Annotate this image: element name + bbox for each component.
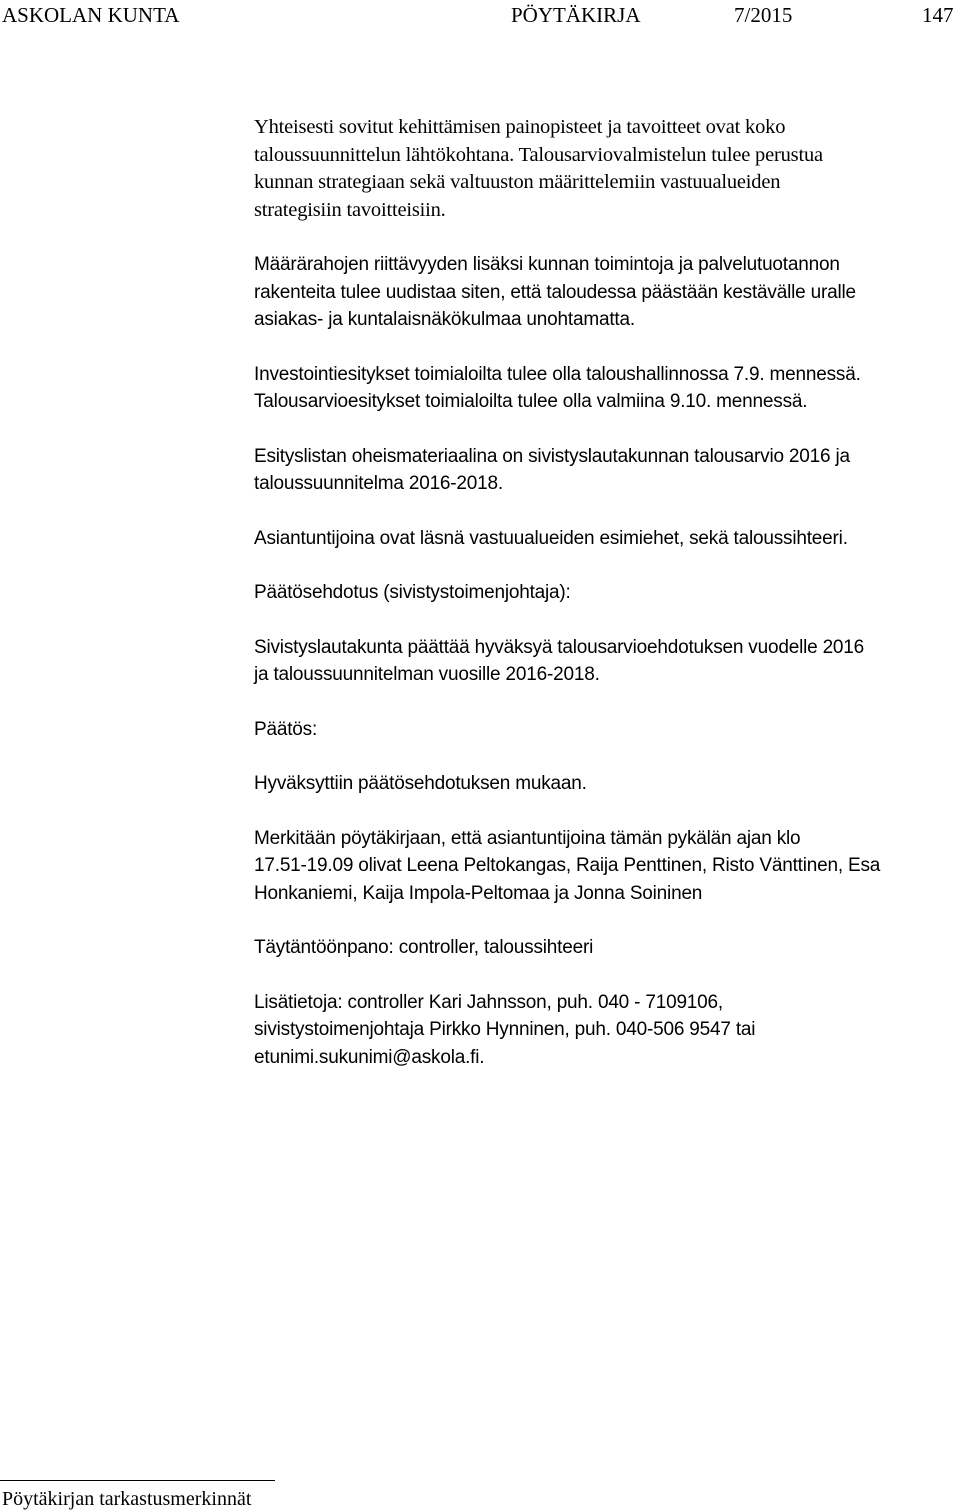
text-line: taloussuunnitelma 2016-2018. — [254, 473, 503, 494]
paragraph-appropriations — [254, 251, 960, 334]
text-line: Esityslistan oheismateriaalina on sivistyslautakunnan talousarvio 2016 ja — [254, 445, 850, 467]
paragraph-goals — [254, 114, 960, 224]
paragraph-deadlines — [254, 361, 960, 416]
text-line: Täytäntöönpano: controller, taloussihteeri — [254, 937, 594, 958]
text-line: Lisätietoja: controller Kari Jahnsson, puh. 040 - 7109106, — [254, 991, 723, 1013]
page-footer — [0, 1477, 960, 1512]
footer-divider — [0, 1480, 275, 1481]
paragraph-decision — [254, 770, 960, 798]
meeting-number: 7/2015 — [734, 3, 793, 27]
text-line: Määrärahojen riittävyyden lisäksi kunnan toimintoja ja palvelutuotannon — [254, 254, 840, 275]
paragraph-implementation — [254, 934, 960, 962]
footer-label: Pöytäkirjan tarkastusmerkinnät — [2, 1488, 252, 1510]
proposal-heading — [254, 579, 960, 607]
text-line: Merkitään pöytäkirjaan, että asiantuntijoina tämän pykälän ajan klo — [254, 827, 801, 849]
text-line: taloussuunnittelun lähtökohtana. Talousarviovalmistelun tulee perustua — [254, 143, 823, 166]
document-type: PÖYTÄKIRJA — [511, 3, 641, 27]
text-line: asiakas- ja kuntalaisnäkökulmaa unohtamatta. — [254, 309, 635, 330]
text-line: Asiantuntijoina ovat läsnä vastuualueiden esimiehet, sekä taloussihteeri. — [254, 527, 848, 549]
text-line: Investointiesitykset toimialoilta tulee olla taloushallinnossa 7.9. mennessä. — [254, 363, 861, 385]
organization-name: ASKOLAN KUNTA — [2, 3, 180, 27]
text-line: Talousarvioesitykset toimialoilta tulee olla valmiina 9.10. mennessä. — [254, 391, 808, 412]
text-line: etunimi.sukunimi@askola.fi. — [254, 1046, 485, 1068]
text-line: Sivistyslautakunta päättää hyväksyä talousarvioehdotuksen vuodelle 2016 — [254, 636, 865, 658]
paragraph-minutes-note — [254, 825, 960, 908]
text-line: sivistystoimenjohtaja Pirkko Hynninen, puh. 040-506 9547 tai — [254, 1019, 756, 1040]
decision-heading — [254, 716, 960, 744]
document-body — [254, 114, 960, 1098]
text-line: kunnan strategiaan sekä valtuuston määrittelemiin vastuualueiden — [254, 171, 781, 193]
text-line: rakenteita tulee uudistaa siten, että taloudessa päästään kestävälle uralle — [254, 281, 856, 303]
text-line: Honkaniemi, Kaija Impola-Peltomaa ja Jonna Soininen — [254, 882, 703, 904]
paragraph-experts — [254, 525, 960, 553]
paragraph-proposal — [254, 634, 960, 689]
text-line: strategisiin tavoitteisiin. — [254, 198, 446, 221]
text-line: Päätösehdotus (sivistystoimenjohtaja): — [254, 582, 571, 603]
text-line: ja taloussuunnitelman vuosille 2016-2018. — [254, 664, 600, 685]
text-line: Päätös: — [254, 718, 318, 740]
paragraph-contact-info — [254, 989, 960, 1072]
text-line: 17.51-19.09 olivat Leena Peltokangas, Raija Penttinen, Risto Vänttinen, Esa — [254, 855, 881, 876]
paragraph-attachments — [254, 443, 960, 498]
text-line: Yhteisesti sovitut kehittämisen painopisteet ja tavoitteet ovat koko — [254, 116, 786, 138]
text-line: Hyväksyttiin päätösehdotuksen mukaan. — [254, 773, 587, 794]
page-number: 147 — [922, 3, 954, 27]
page-header — [0, 2, 960, 30]
